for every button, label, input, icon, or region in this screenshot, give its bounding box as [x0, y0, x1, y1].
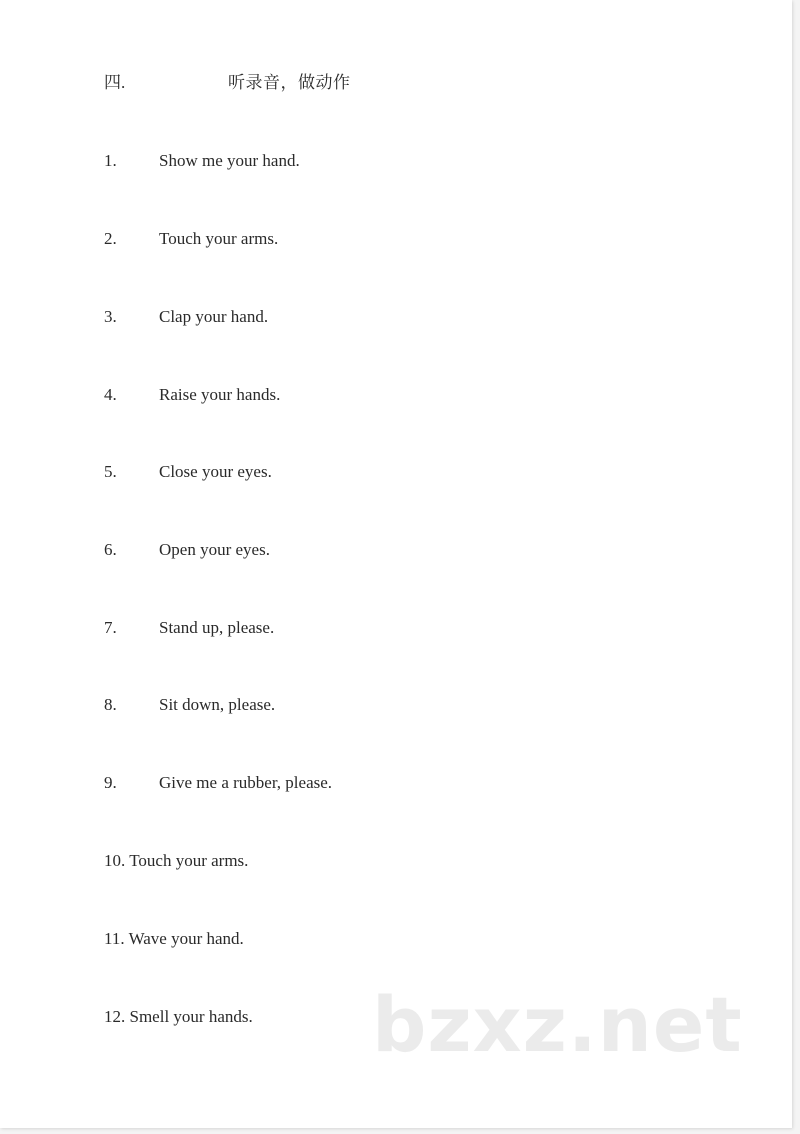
watermark: bzxz.net	[372, 980, 743, 1069]
item-number: 10.	[104, 851, 126, 870]
item-text: Touch your arms.	[159, 229, 279, 248]
item-text: Sit down, please.	[159, 695, 276, 714]
item-text: Open your eyes.	[159, 540, 270, 559]
item-text: Smell your hands.	[129, 1007, 253, 1026]
item-text: Show me your hand.	[159, 151, 300, 170]
section-title: 听录音，做动作	[228, 73, 351, 92]
item-text: Touch your arms.	[129, 851, 249, 870]
item-number: 7.	[104, 618, 117, 637]
item-number: 1.	[104, 151, 117, 170]
item-number: 2.	[104, 229, 117, 248]
item-number: 4.	[104, 385, 117, 404]
item-text: Clap your hand.	[159, 307, 269, 326]
item-number: 3.	[104, 307, 117, 326]
item-number: 5.	[104, 462, 117, 481]
list-item	[104, 848, 248, 874]
item-text: Wave your hand.	[128, 929, 244, 948]
list-item	[104, 1004, 253, 1030]
item-number: 8.	[104, 695, 117, 714]
item-text: Raise your hands.	[159, 385, 281, 404]
item-number: 6.	[104, 540, 117, 559]
list-item	[104, 926, 244, 952]
item-number: 11.	[104, 929, 125, 948]
item-text: Give me a rubber, please.	[159, 773, 333, 792]
item-text: Stand up, please.	[159, 618, 275, 637]
item-number: 9.	[104, 773, 117, 792]
section-number: 四.	[104, 73, 126, 92]
item-number: 12.	[104, 1007, 126, 1026]
item-text: Close your eyes.	[159, 462, 272, 481]
